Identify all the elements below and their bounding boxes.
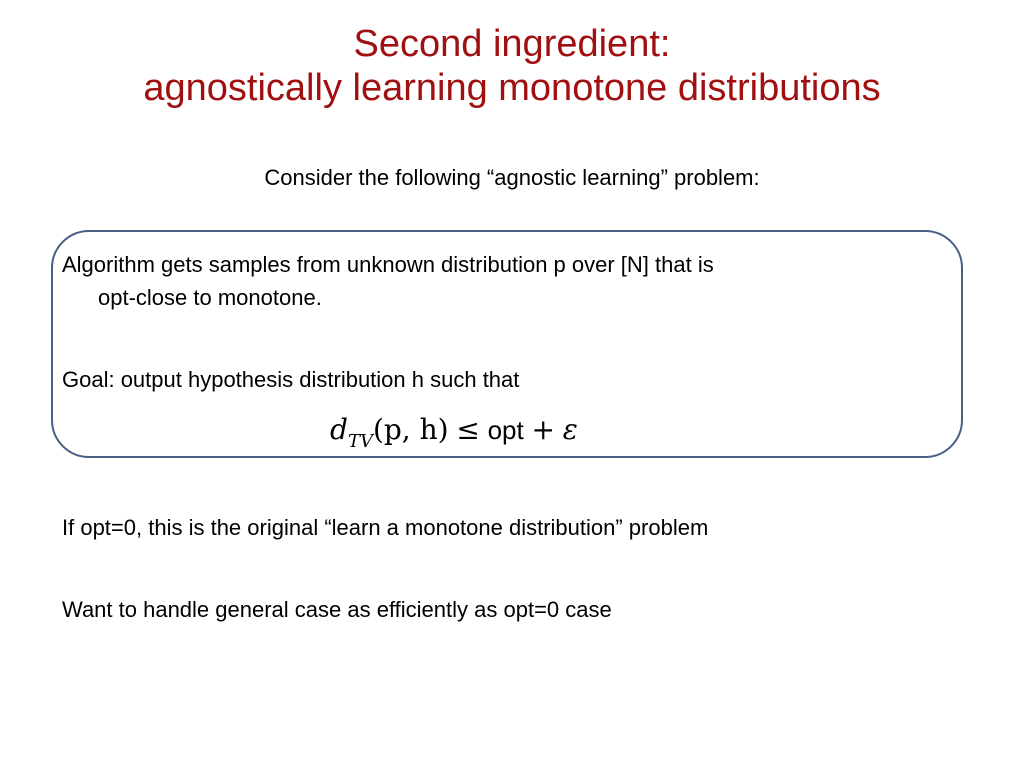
formula-epsilon: ε	[562, 413, 578, 446]
algorithm-line-2: opt-close to monotone.	[98, 285, 322, 310]
algorithm-paragraph	[62, 248, 942, 314]
tv-distance-formula	[330, 410, 578, 454]
intro-text: Consider the following “agnostic learning” problem:	[264, 165, 760, 190]
formula-leq: ≤	[456, 413, 480, 446]
title-line-1: Second ingredient:	[353, 23, 671, 65]
slide-title	[0, 22, 1024, 110]
formula-d: d	[330, 413, 348, 446]
goal-paragraph: Goal: output hypothesis distribution h such that	[62, 367, 520, 392]
formula-args: (p, h)	[372, 413, 449, 446]
algorithm-line-1: Algorithm gets samples from unknown distribution p over [N] that is	[62, 252, 714, 277]
formula-opt: opt	[487, 415, 524, 445]
title-line-2: agnostically learning monotone distributions	[143, 67, 881, 109]
formula-subscript: TV	[347, 431, 373, 452]
formula-plus: +	[531, 413, 555, 446]
note-opt-zero: If opt=0, this is the original “learn a monotone distribution” problem	[62, 515, 709, 540]
note-general-case: Want to handle general case as efficiently as opt=0 case	[62, 597, 612, 622]
